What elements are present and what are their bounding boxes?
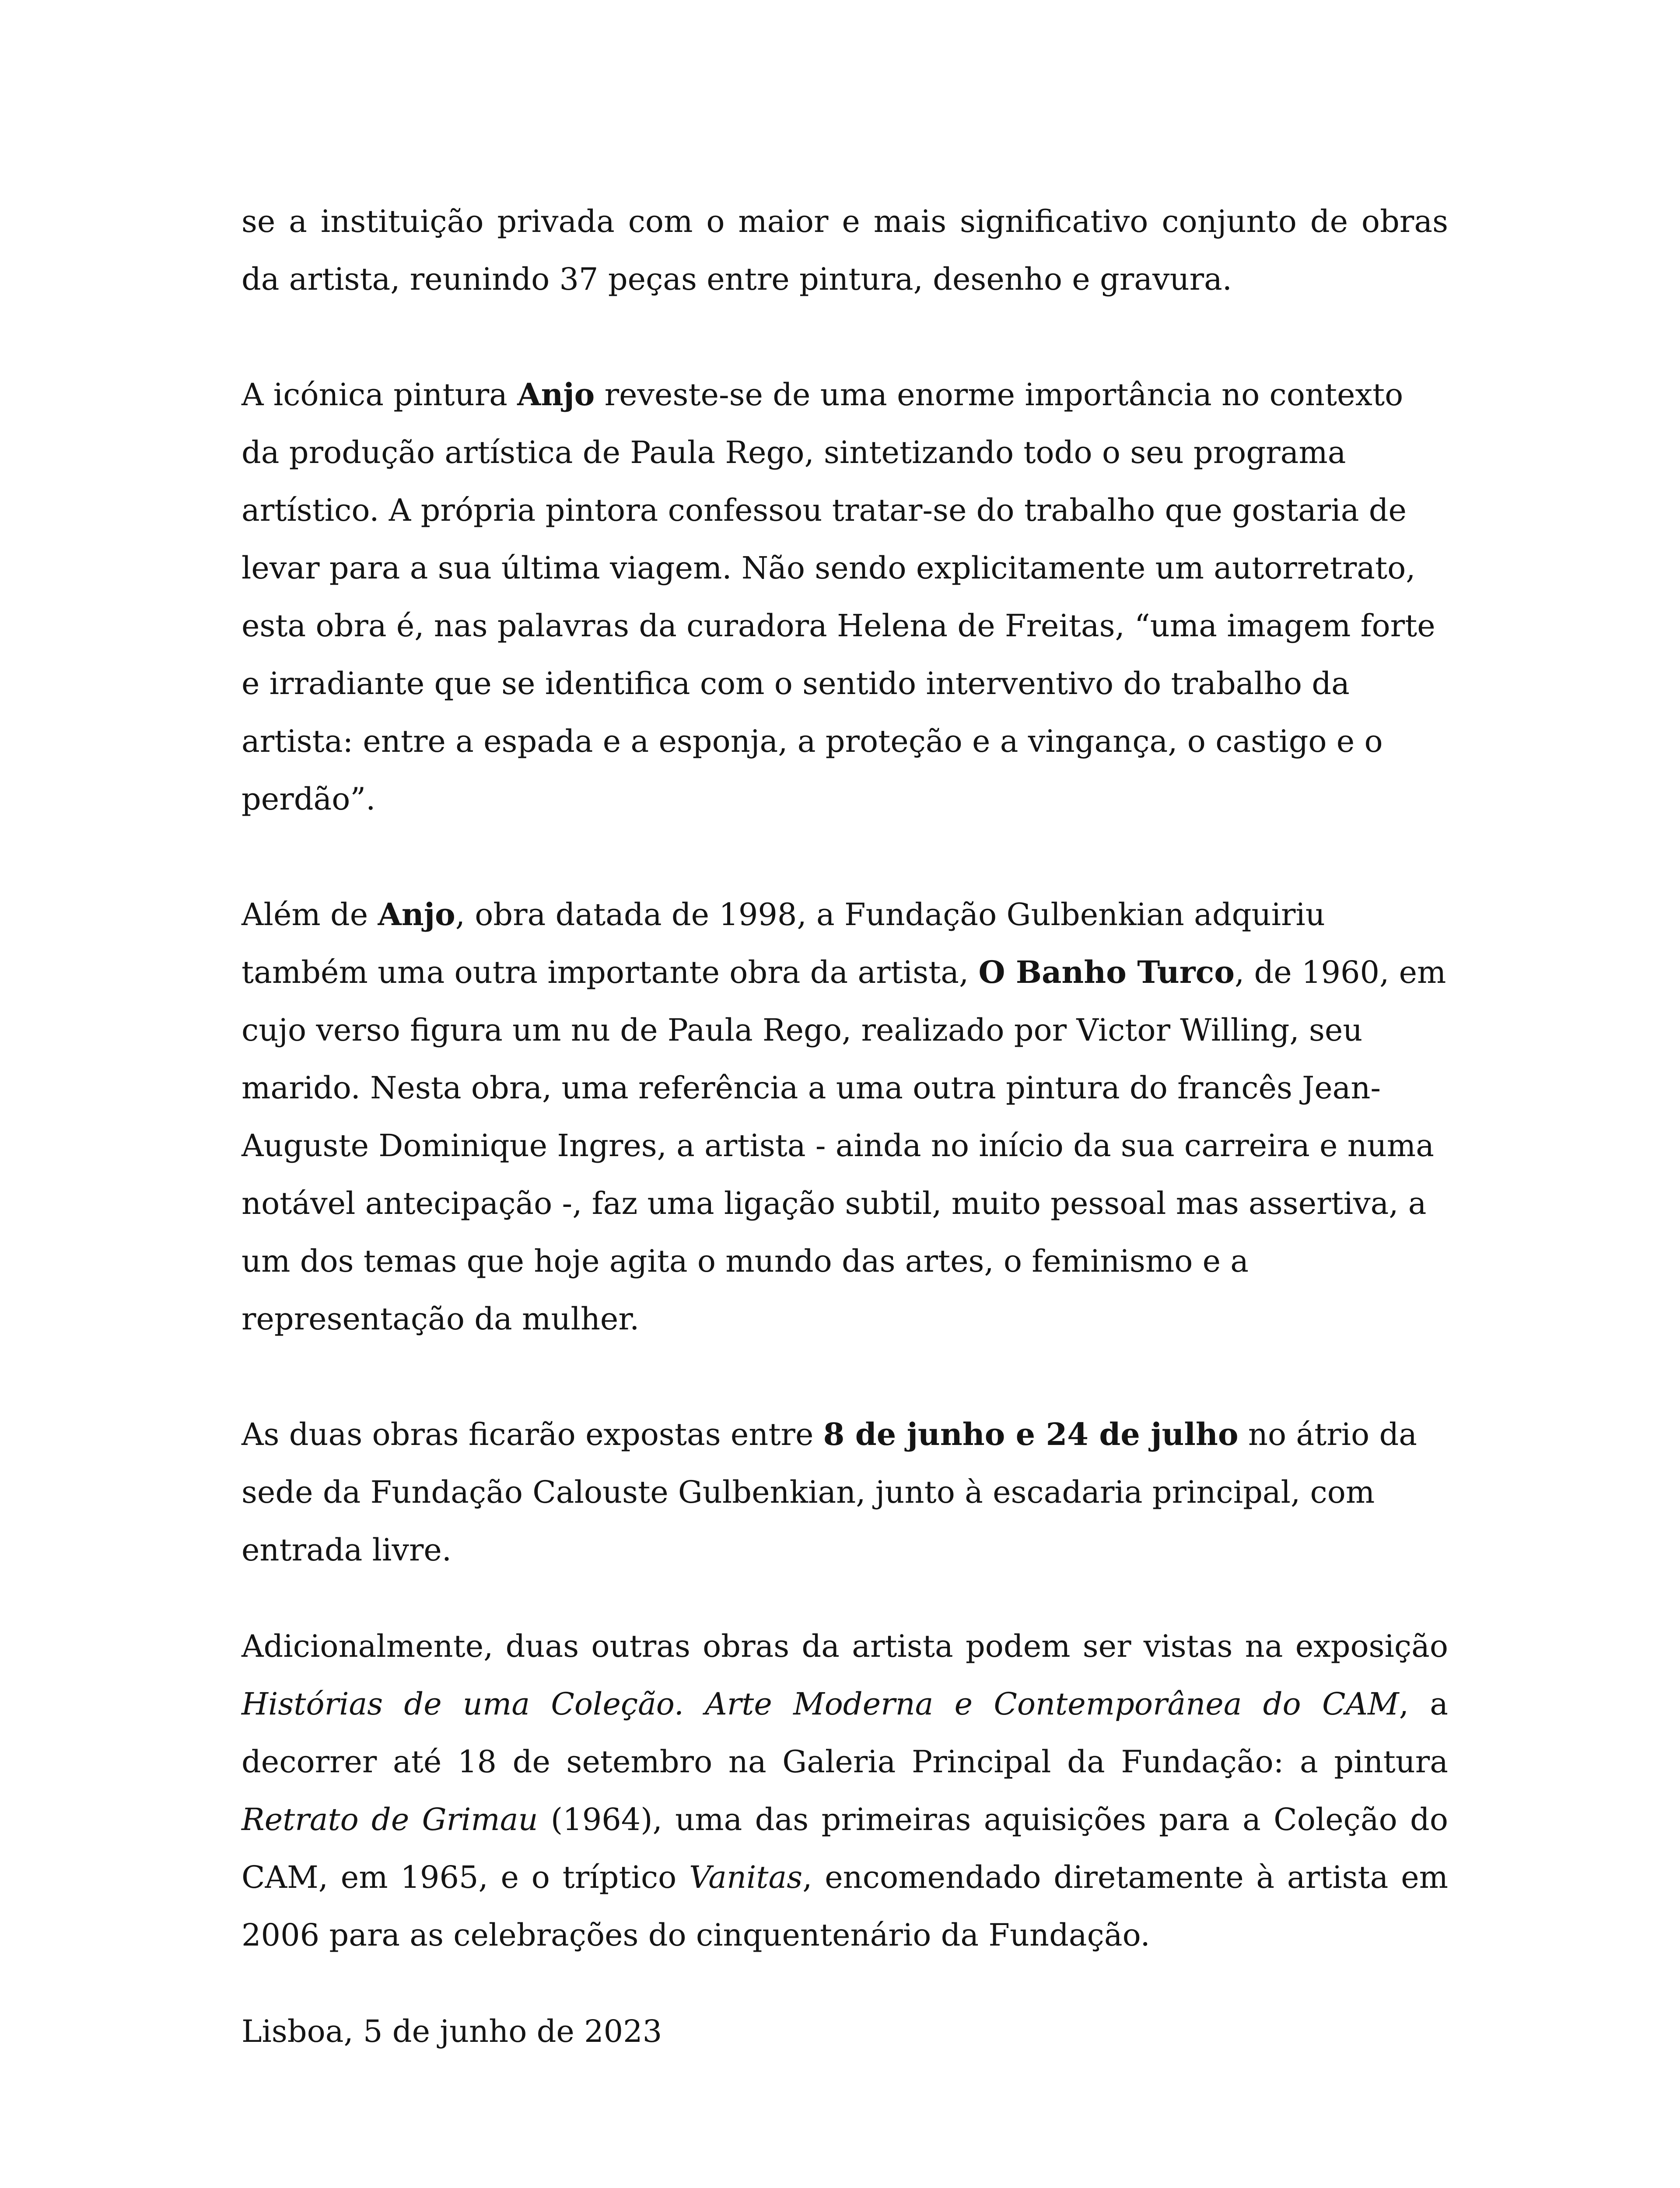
exhibition-title-italic: Histórias de uma Coleção. Arte Moderna e Contemporânea do CAM xyxy=(242,1686,1399,1722)
text-segment: , encomendado diretamente à artista em 2006 para as celebrações do cinquentenário da Fundação. xyxy=(242,1859,1448,1953)
text-segment: reveste-se de uma enorme importância no contexto da produção artística de Paula Rego, sintetizando todo o seu programa artístico. A própria pintora confessou tratar-se do trabalho que gostaria de levar para a sua última viagem. Não sendo explicitamente um autorretrato, esta obra é, nas palavras da curadora Helena de Freitas, “uma imagem forte e irradiante que se identifica com o sentido interventivo do trabalho da artista: entre a espada e a esponja, a proteção e a vingança, o castigo e o perdão”. xyxy=(242,377,1435,817)
document-body xyxy=(242,193,1448,2060)
text-segment: , a decorrer até 18 de setembro na Galeria Principal da Fundação: a pintura xyxy=(242,1686,1448,1780)
paragraph-additional-works xyxy=(242,1617,1448,1964)
date-line xyxy=(242,2002,1448,2060)
text-segment: se a instituição privada com o maior e mais significativo conjunto de obras da artista, reunindo 37 peças entre pintura, desenho e gravura. xyxy=(242,203,1448,297)
artwork-title-bold: Anjo xyxy=(378,896,455,933)
paragraph-anjo xyxy=(242,366,1448,828)
exhibition-dates-bold: 8 de junho e 24 de julho xyxy=(823,1416,1239,1452)
artwork-title-bold: Anjo xyxy=(517,376,595,413)
text-segment: (1964), uma das primeiras aquisições para a Coleção do CAM, em 1965, e o tríptico xyxy=(242,1802,1448,1895)
text-segment: , obra datada de 1998, a Fundação Gulbenkian adquiriu também uma outra importante obra da artista, xyxy=(242,897,1325,990)
paragraph-collection-intro xyxy=(242,193,1448,308)
text-segment: , de 1960, em cujo verso figura um nu de Paula Rego, realizado por Victor Willing, seu marido. Nesta obra, uma referência a uma outra pintura do francês Jean-Auguste Dominique Ingres, a artista - ainda no início da sua carreira e numa notável antecipação -, faz uma ligação subtil, muito pessoal mas assertiva, a um dos temas que hoje agita o mundo das artes, o feminismo e a representação da mulher. xyxy=(242,954,1446,1337)
paragraph-banho-turco xyxy=(242,886,1448,1348)
artwork-title-italic: Retrato de Grimau xyxy=(242,1802,538,1837)
text-segment: As duas obras ficarão expostas entre xyxy=(242,1417,823,1452)
text-segment: Adicionalmente, duas outras obras da artista podem ser vistas na exposição xyxy=(242,1628,1448,1664)
text-segment: Lisboa, 5 de junho de 2023 xyxy=(242,2013,662,2049)
text-segment: A icónica pintura xyxy=(242,377,518,413)
artwork-title-bold: O Banho Turco xyxy=(978,954,1235,990)
artwork-title-italic: Vanitas xyxy=(689,1859,803,1895)
text-segment: Além de xyxy=(242,897,378,933)
text-segment: no átrio da sede da Fundação Calouste Gulbenkian, junto à escadaria principal, com entrada livre. xyxy=(242,1417,1417,1568)
paragraph-exhibition-dates xyxy=(242,1406,1448,1579)
